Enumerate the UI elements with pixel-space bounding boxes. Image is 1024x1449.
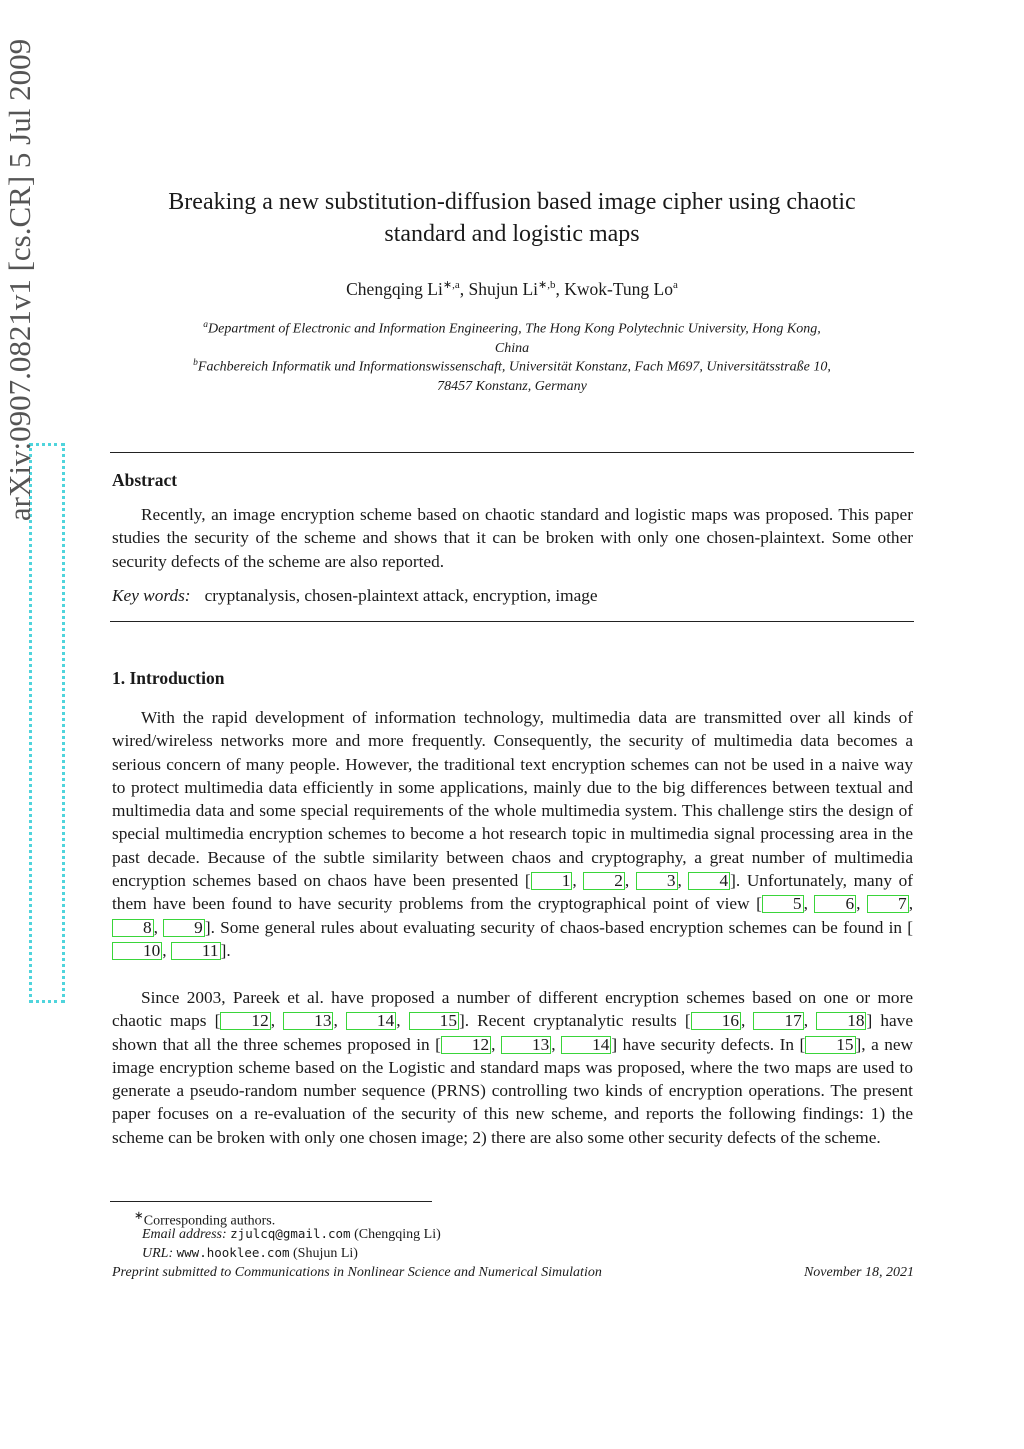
- keywords-line: [112, 584, 913, 607]
- abstract-top-rule: [110, 452, 914, 453]
- citation-link[interactable]: 15: [805, 1036, 855, 1054]
- intro-paragraph-1: With the rapid development of information technology, multimedia data are transmitted over all kinds of wired/wireless networks more and more frequently. Consequently, the security of multimedia data becomes a serious concern of many people. However, the traditional text encryption schemes can not be used in a naive way to protect multimedia data efficiently in some applications, mainly due to the big differences between textual and multimedia data and some special requirements of the whole multimedia system. This challenge stirs the design of special multimedia encryption schemes to become a hot research topic in multimedia signal processing area in the past decade. Because of the subtle similarity between chaos and cryptography, a great number of multimedia encryption schemes based on chaos have been presented [ 1 , 2 , 3 , 4 ]. Unfortunately, many of them have been found to have security problems from the cryptographical point of view [ 5 , 6 , 7 , 8 , 9 ]. Some general rules about evaluating security of chaos-based encryption schemes can be found in [10 , 11 ].: [112, 708, 914, 960]
- citation-link[interactable]: 14: [346, 1012, 396, 1030]
- author-affil-marker: a: [672, 279, 678, 291]
- preprint-date: November 18, 2021: [803, 1265, 914, 1280]
- email-link[interactable]: zjulcq@gmail.com: [230, 1226, 351, 1241]
- intro-paragraph-2: Since 2003, Pareek et al. have proposed a number of different encryption schemes based on one or more chaotic maps [ 12 , 13 , 14 , 15 ]. Recent cryptanalytic results [ 16 , 17 , 18 ] have shown that all the three schemes proposed in [ 12 , 13 , 14 ] have security defects. In [ 15 ], a new image encryption scheme based on the Logistic and standard maps was proposed, where the two maps are used to generate a pseudo-random number sequence (PRNS) controlling two kinds of encryption operations. The present paper focuses on a re-evaluation of the security of this new scheme, and reports the following findings: 1) the scheme can be broken with only one chosen image; 2) there are also some other security defects of the scheme.: [112, 988, 914, 1147]
- citation-link[interactable]: 13: [501, 1036, 551, 1054]
- citation-link[interactable]: 7: [867, 895, 909, 913]
- citation-link[interactable]: 8: [112, 919, 154, 937]
- abstract-heading: Abstract: [112, 470, 178, 490]
- author-name: Chengqing Li: [346, 278, 443, 299]
- author-name: Shujun Li: [468, 278, 538, 299]
- citation-link[interactable]: 4: [688, 872, 730, 890]
- abstract-bottom-rule: [110, 621, 914, 622]
- affil-b-line-2: 78457 Konstanz, Germany: [437, 378, 587, 394]
- author-affil-marker: ∗,a: [442, 279, 460, 291]
- citation-link[interactable]: 2: [583, 872, 625, 890]
- citation-link[interactable]: 17: [753, 1012, 803, 1030]
- url-link[interactable]: www.hooklee.com: [176, 1245, 290, 1260]
- paper-title: [110, 186, 914, 250]
- citation-link[interactable]: 12: [220, 1012, 270, 1030]
- affil-a-line-2: China: [494, 340, 530, 356]
- citation-link[interactable]: 18: [816, 1012, 866, 1030]
- citation-link[interactable]: 6: [814, 895, 856, 913]
- paragraph-text: ] have security defects. In [: [611, 1034, 806, 1054]
- footnote-rule: [110, 1201, 432, 1202]
- affiliation-b: [110, 354, 914, 396]
- citation-link[interactable]: 15: [409, 1012, 459, 1030]
- author-list: Chengqing $Li^{∗,a}$, Shujun $Li^{∗,b}$, Kwok-Tung Lo$^a$: [346, 278, 678, 299]
- affil-b-line-1: Fachbereich Informatik und Informationswissenschaft, Universität Konstanz, Fach M697, Universitätsstraße 10,: [197, 359, 831, 375]
- footnote-url: [142, 1244, 358, 1263]
- keywords-list: cryptanalysis, chosen-plaintext attack, encryption, image: [204, 586, 598, 605]
- affiliation-a: [110, 316, 914, 358]
- author-name: Kwok-Tung Lo: [564, 278, 673, 299]
- citation-link[interactable]: 5: [762, 895, 804, 913]
- citation-link[interactable]: 13: [283, 1012, 333, 1030]
- citation-link[interactable]: 16: [691, 1012, 741, 1030]
- email-label: Email address:: [142, 1227, 227, 1242]
- paragraph-text: ]. Unfortunately, many of them have been found to have security problems from the cryptographical point of view [: [112, 871, 913, 914]
- affil-marker: b: [193, 358, 198, 368]
- paragraph-text: ]. Some general rules about evaluating security of chaos-based encryption schemes can be found in [: [204, 917, 913, 937]
- paragraph-text: ] have shown that all the three schemes proposed in [: [112, 1011, 913, 1054]
- citation-link[interactable]: 10: [112, 942, 162, 960]
- citation-link[interactable]: 9: [163, 919, 205, 937]
- paragraph-text: With the rapid development of information technology, multimedia data are transmitted over all kinds of wired/wireless networks more and more frequently. Consequently, the security of multimedia data becomes a serious concern of many people. However, the traditional text encryption schemes can not be used in a naive way to protect multimedia data efficiently in some applications, mainly due to the big differences between textual and multimedia data and some special requirements of the whole multimedia system. This challenge stirs the design of special multimedia encryption schemes to become a hot research topic in multimedia signal processing area in the past decade. Because of the subtle similarity between chaos and cryptography, a great number of multimedia encryption schemes based on chaos have been presented [: [112, 708, 913, 891]
- footnote-text: Corresponding authors.: [143, 1213, 276, 1229]
- affil-marker: a: [203, 320, 209, 330]
- footnote-email: [142, 1225, 441, 1244]
- section-heading-introduction: 1. Introduction: [112, 668, 225, 688]
- paragraph-text: ].: [220, 940, 231, 960]
- affil-a-line-1: Department of Electronic and Information Engineering, The Hong Kong Polytechnic University, Hong Kong,: [208, 321, 821, 337]
- citation-link[interactable]: 14: [561, 1036, 611, 1054]
- citation-link[interactable]: 1: [531, 872, 573, 890]
- author-affil-marker: ∗,b: [538, 279, 556, 291]
- url-label: URL:: [142, 1246, 174, 1261]
- citation-link[interactable]: 11: [171, 942, 221, 960]
- preprint-footer: [112, 1265, 914, 1281]
- citation-link[interactable]: 3: [636, 872, 678, 890]
- arxiv-stamp-text[interactable]: arXiv:0907.0821v1 [cs.CR] 5 Jul 2009: [2, 38, 37, 522]
- preprint-journal: Preprint submitted to Communications in Nonlinear Science and Numerical Simulation: [112, 1265, 602, 1280]
- keywords-label: Key words:: [112, 586, 191, 605]
- paragraph-text: Since 2003, Pareek et al. have proposed a number of different encryption schemes based on one or more chaotic maps [: [112, 988, 913, 1031]
- paragraph-text: ]. Recent cryptanalytic results [: [458, 1011, 691, 1031]
- email-owner: (Chengqing Li): [354, 1227, 441, 1242]
- abstract-text: Recently, an image encryption scheme based on chaotic standard and logistic maps was proposed. This paper studies the security of the scheme and shows that it can be broken with only one chosen-plaintext. Some other security defects of the scheme are also reported.: [112, 505, 913, 571]
- footnote-marker: ∗: [134, 1209, 144, 1222]
- citation-link[interactable]: 12: [441, 1036, 491, 1054]
- title-line-1: Breaking a new substitution-diffusion based image cipher using chaotic: [168, 189, 856, 215]
- url-owner: (Shujun Li): [293, 1246, 358, 1261]
- title-line-2: standard and logistic maps: [384, 221, 640, 247]
- paragraph-text: ], a new image encryption scheme based on the Logistic and standard maps was proposed, where the two maps are used to generate a pseudo-random number sequence (PRNS) controlling two kinds of encryption operations. The present paper focuses on a re-evaluation of the security of this new scheme, and reports the following findings: 1) the scheme can be broken with only one chosen image; 2) there are also some other security defects of the scheme.: [112, 1034, 914, 1147]
